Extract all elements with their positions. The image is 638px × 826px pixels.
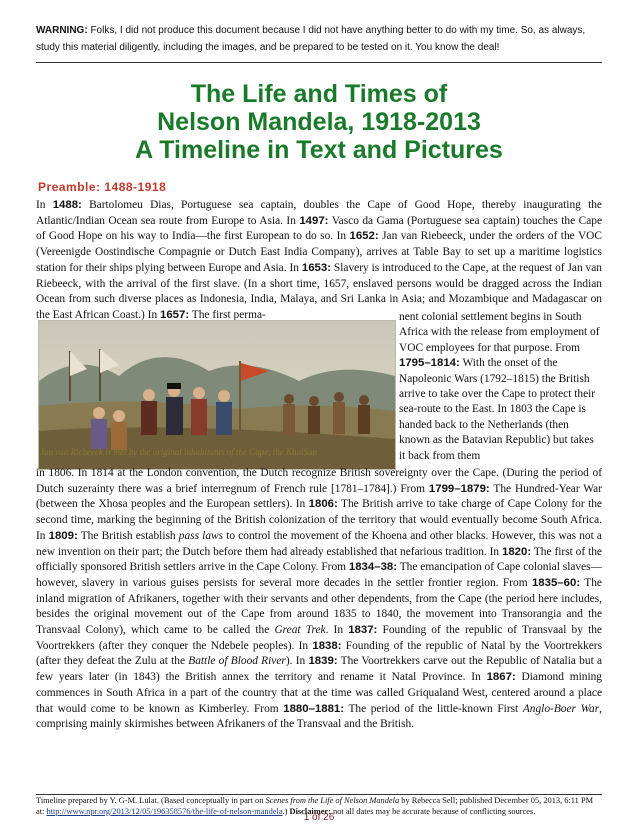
image-caption: Jan van Riebeeck is met by the original inhabitants of the Cape, the KhoiSan bbox=[40, 447, 317, 457]
document-title bbox=[36, 80, 602, 164]
warning-label: WARNING: bbox=[36, 25, 88, 36]
body-paragraph-top: In 1488: Bartolomeu Dias, Portuguese sea captain, doubles the Cape of Good Hope, thereby inaugurating the Atlantic/Indian Ocean sea route from Europe to Asia. In 1497: Vasco da Gama (Portuguese sea captain) touches the Cape of Good Hope on his way to India—the first European to do so. In 1652: Jan van Riebeeck, under the orders of the VOC (Vereenigde Oostindische Compagnie or Dutch East India Company), arrives at Table Bay to set up a maritime logistics station for their ships plying between Europe and Asia. In 1653: Slavery is introduced to the Cape, at the request of Jan van Riebeeck, with the arrival of the first slave. (In a short time, 1657, enslaved persons would be dragged across the Indian Ocean from such diverse places as Indonesia, India, Malaya, and Sri Lanka in Asia; and Mozambique and Madagascar on the East African Coast.) In 1657: The first perma- bbox=[36, 199, 603, 321]
page-number: 1 of 26 bbox=[303, 812, 335, 823]
body-paragraph-column: nent colonial settlement begins in South Africa with the release from employment of VOC employees for that purpose. From 1795–1814: With the onset of the Napoleonic Wars (1792–1815) the British arrive to take over the Cape to protect their sea-route to the East. In 1803 the Cape is handed back to the Netherlands (then known as the Batavian Republic) but takes it back from them bbox=[399, 311, 600, 462]
title-line-3: A Timeline in Text and Pictures bbox=[135, 136, 503, 164]
title-line-1: The Life and Times of bbox=[190, 80, 448, 108]
footer-notice: Timeline prepared by Y. G-M. Lulat. (Based conceptually in part on Scenes from the Life of Nelson Mandela by Rebecca Sell; published December 05, 2013, 6:11 PM at: http://www.npr.org/2013/12/05/196358576/the-life-of-nelson-mandela.) Disclaimer: not all dates may be accurate because of conflicting sources. bbox=[36, 796, 594, 816]
body-paragraph-bottom: in 1806. In 1814 at the London convention, the Dutch recognize British sovereignty over the Cape. (During the period of Dutch suzerainty there was a brief interregnum of French rule [1781–1784].) From 1799–1879: The Hundred-Year War (between the Xhosa peoples and the European settlers). In 1806: The British arrive to take charge of Cape Colony for the second time, marking the beginning of the British colonization of the territory that would eventually become South Africa. In 1809: The British establish pass laws to control the movement of the Khoena and other blacks. However, this was not a new invention on their part; the Dutch before them had already established that nefarious tradition. In 1820: The first of the officially sponsored British settlers arrive in the Cape Colony. From 1834–38: The emancipation of Cape colonial slaves—however, slavery in various guises persists for several more decades in the settler frontier region. From 1835–60: The inland migration of Afrikaners, together with their servants and other dependents, from the Cape (the period here includes, besides the original movement out of the Cape from around 1835 to 1840, the movement into Transorangia and the Transvaal Colony), which came to be called the Great Trek. In 1837: Founding of the republic of Transvaal by the Voortrekkers (after they conquer the Ndebele peoples). In 1838: Founding of the republic of Natal by the Voortrekkers (after they defeat the Zulu at the Battle of Blood River). In 1839: The Voortrekkers carve out the Republic of Natalia but a few years later (in 1843) the British annex the territory and rename it Natal Province. In 1867: Diamond mining commences in South Africa in a part of the country that at the time was called Griqualand West, centered around a place that would come to be known as Kimberley. From 1880–1881: The period of the little-known First Anglo-Boer War, comprising mainly skirmishes between Afrikaners of the Transvaal and the British. bbox=[36, 467, 603, 731]
top-divider bbox=[36, 62, 602, 63]
section-heading: Preamble: 1488-1918 bbox=[38, 180, 167, 194]
source-link[interactable]: http://www.npr.org/2013/12/05/196358576/the-life-of-nelson-mandela bbox=[46, 806, 283, 816]
footer-divider bbox=[36, 794, 602, 795]
warning-text: Folks, I did not produce this document because I did not have anything better to do with my time. So, as always, study this material diligently, including the images, and be prepared to be tested on it. You know the deal! bbox=[36, 25, 586, 53]
warning-notice bbox=[36, 22, 602, 56]
title-line-2: Nelson Mandela, 1918-2013 bbox=[157, 108, 481, 136]
